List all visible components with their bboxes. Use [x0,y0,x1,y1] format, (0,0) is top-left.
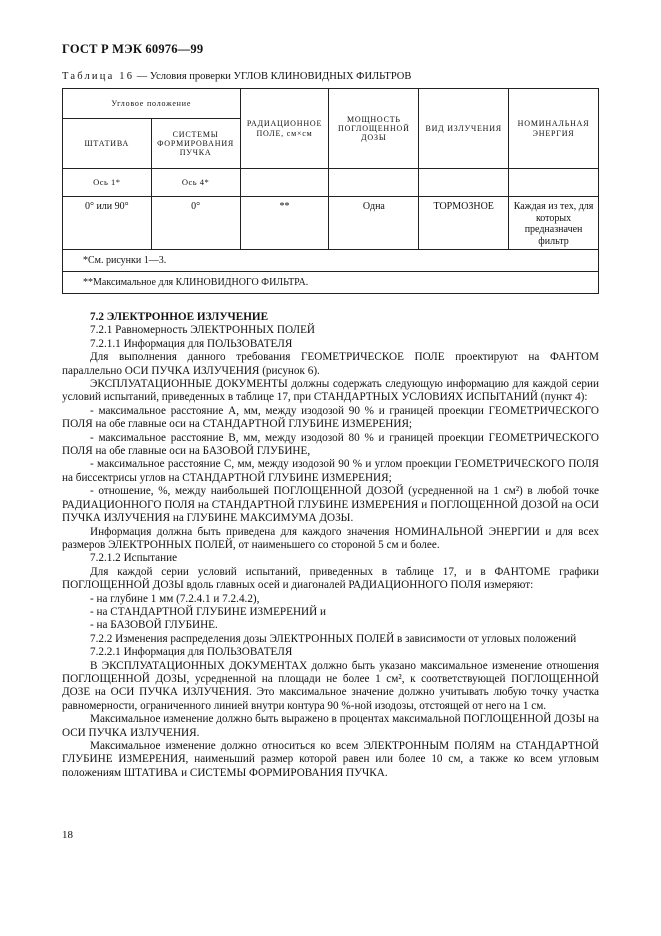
axis4-label: Ось 4* [151,169,240,197]
page-number: 18 [62,829,73,841]
list-item: - отношение, %, между наибольшей ПОГЛОЩЕННОЙ ДОЗОЙ (усредненной на 1 см²) в любой точке РАДИАЦИОННОГО ПОЛЯ на СТАНДАРТНОЙ ГЛУБИНЕ ИЗМЕРЕНИЯ и ПОГЛОЩЕННОЙ ДОЗОЙ на ОСИ ПУЧКА ИЗЛУЧЕНИЯ на ГЛУБИНЕ МАКСИМУМА ДОЗЫ. [62,485,599,525]
empty-cell [329,169,419,197]
angle-group-header: Угловое положение [63,89,241,119]
table-caption-text: — Условия проверки УГЛОВ КЛИНОВИДНЫХ ФИЛЬТРОВ [134,71,412,82]
subsection-heading: 7.2.1 Равномерность ЭЛЕКТРОННЫХ ПОЛЕЙ [90,324,315,337]
header-shtativ: ШТАТИВА [63,119,152,169]
document-header: ГОСТ Р МЭК 60976—99 [62,42,204,56]
empty-cell [419,169,509,197]
table-note-1: *См. рисунки 1—3. [63,250,599,272]
subsection-heading: 7.2.1.2 Испытание [90,552,178,565]
list-item: - максимальное расстояние B, мм, между изодозой 80 % и границей проекции ГЕОМЕТРИЧЕСКОГО ПОЛЯ на обе главные оси на БАЗОВОЙ ГЛУБИНЕ, [62,431,599,458]
subsection-heading: 7.2.2 Изменения распределения дозы ЭЛЕКТРОННЫХ ПОЛЕЙ в зависимости от угловых положений [90,632,577,645]
conditions-table [62,88,599,294]
section-heading: 7.2 ЭЛЕКТРОННОЕ ИЗЛУЧЕНИЕ [90,311,269,323]
header-energy: НОМИНАЛЬНАЯ ЭНЕРГИЯ [509,89,599,169]
body-text [62,311,599,780]
header-type: ВИД ИЗЛУЧЕНИЯ [419,89,509,169]
list-item: - на БАЗОВОЙ ГЛУБИНЕ. [90,619,218,632]
table-caption [62,71,411,82]
header-field: РАДИАЦИОННОЕ ПОЛЕ, см×см [240,89,329,169]
header-dose: МОЩНОСТЬ ПОГЛОЩЕННОЙ ДОЗЫ [329,89,419,169]
subsection-heading: 7.2.2.1 Информация для ПОЛЬЗОВАТЕЛЯ [90,646,293,659]
paragraph: В ЭКСПЛУАТАЦИОННЫХ ДОКУМЕНТАХ должно быть указано максимальное изменение отношения ПОГЛОЩЕННОЙ ДОЗЫ, усредненной на площади не более 1 см², к соответствующей ПОГЛОЩЕННОЙ ДОЗЕ на ОСИ ПУЧКА ИЗЛУЧЕНИЯ. Это максимальное значение должно учитывать любую точку участка равномерности, ограниченного линией внутри контура 90 %-ной изодозы, отстоящей от него на 1 см. [62,659,599,712]
axis1-label: Ось 1* [63,169,152,197]
paragraph: Максимальное изменение должно относиться ко всем ЭЛЕКТРОННЫМ ПОЛЯМ на СТАНДАРТНОЙ ГЛУБИНЕ ИЗМЕРЕНИЯ, наименьший размер которой равен или более 10 см, а также ко всем угловым положениям ШТАТИВА и СИСТЕМЫ ФОРМИРОВАНИЯ ПУЧКА. [62,740,599,779]
list-item: - максимальное расстояние A, мм, между изодозой 90 % и границей проекции ГЕОМЕТРИЧЕСКОГО ПОЛЯ на обе главные оси на СТАНДАРТНОЙ ГЛУБИНЕ ИЗМЕРЕНИЯ; [62,404,599,431]
subsection-heading: 7.2.1.1 Информация для ПОЛЬЗОВАТЕЛЯ [90,337,293,350]
paragraph: Для выполнения данного требования ГЕОМЕТРИЧЕСКОЕ ПОЛЕ проектируют на ФАНТОМ параллельно ОСИ ПУЧКА ИЗЛУЧЕНИЯ (рисунок 6). [62,351,599,377]
cell-field: ** [240,197,329,250]
list-item: - максимальное расстояние C, мм, между изодозой 90 % и углом проекции ГЕОМЕТРИЧЕСКОГО ПОЛЯ на биссектрисы углов на СТАНДАРТНОЙ ГЛУБИНЕ ИЗМЕРЕНИЯ; [62,458,599,484]
cell-type: ТОРМОЗНОЕ [419,197,509,250]
table-note-2: **Максимальное для КЛИНОВИДНОГО ФИЛЬТРА. [63,272,599,294]
cell-dose: Одна [329,197,419,250]
empty-cell [240,169,329,197]
header-system: СИСТЕМЫ ФОРМИРОВАНИЯ ПУЧКА [151,119,240,169]
paragraph: Максимальное изменение должно быть выражено в процентах максимальной ПОГЛОЩЕННОЙ ДОЗЫ на ОСИ ПУЧКА ИЗЛУЧЕНИЯ. [62,713,599,739]
cell-energy: Каждая из тех, для которых предназначен фильтр [509,197,599,250]
paragraph: Информация должна быть приведена для каждого значения НОМИНАЛЬНОЙ ЭНЕРГИИ и для всех размеров ЭЛЕКТРОННЫХ ПОЛЕЙ, от наименьшего со стороной 5 см и более. [62,525,599,551]
list-item: - на СТАНДАРТНОЙ ГЛУБИНЕ ИЗМЕРЕНИЙ и [90,605,326,618]
cell-shtativ: 0° или 90° [63,197,152,250]
empty-cell [509,169,599,197]
table-caption-label: Таблица 16 [62,71,135,82]
list-item: - на глубине 1 мм (7.2.4.1 и 7.2.4.2), [90,592,260,605]
paragraph: ЭКСПЛУАТАЦИОННЫЕ ДОКУМЕНТЫ должны содержать следующую информацию для каждой серии условий испытаний, приведенных в таблице 17, при СТАНДАРТНЫХ УСЛОВИЯХ ИСПЫТАНИЙ (пункт 4): [62,378,599,404]
cell-system: 0° [151,197,240,250]
paragraph: Для каждой серии условий испытаний, приведенных в таблице 17, и в ФАНТОМЕ графики ПОГЛОЩЕННОЙ ДОЗЫ вдоль главных осей и диагоналей РАДИАЦИОННОГО ПОЛЯ измеряют: [62,565,599,592]
